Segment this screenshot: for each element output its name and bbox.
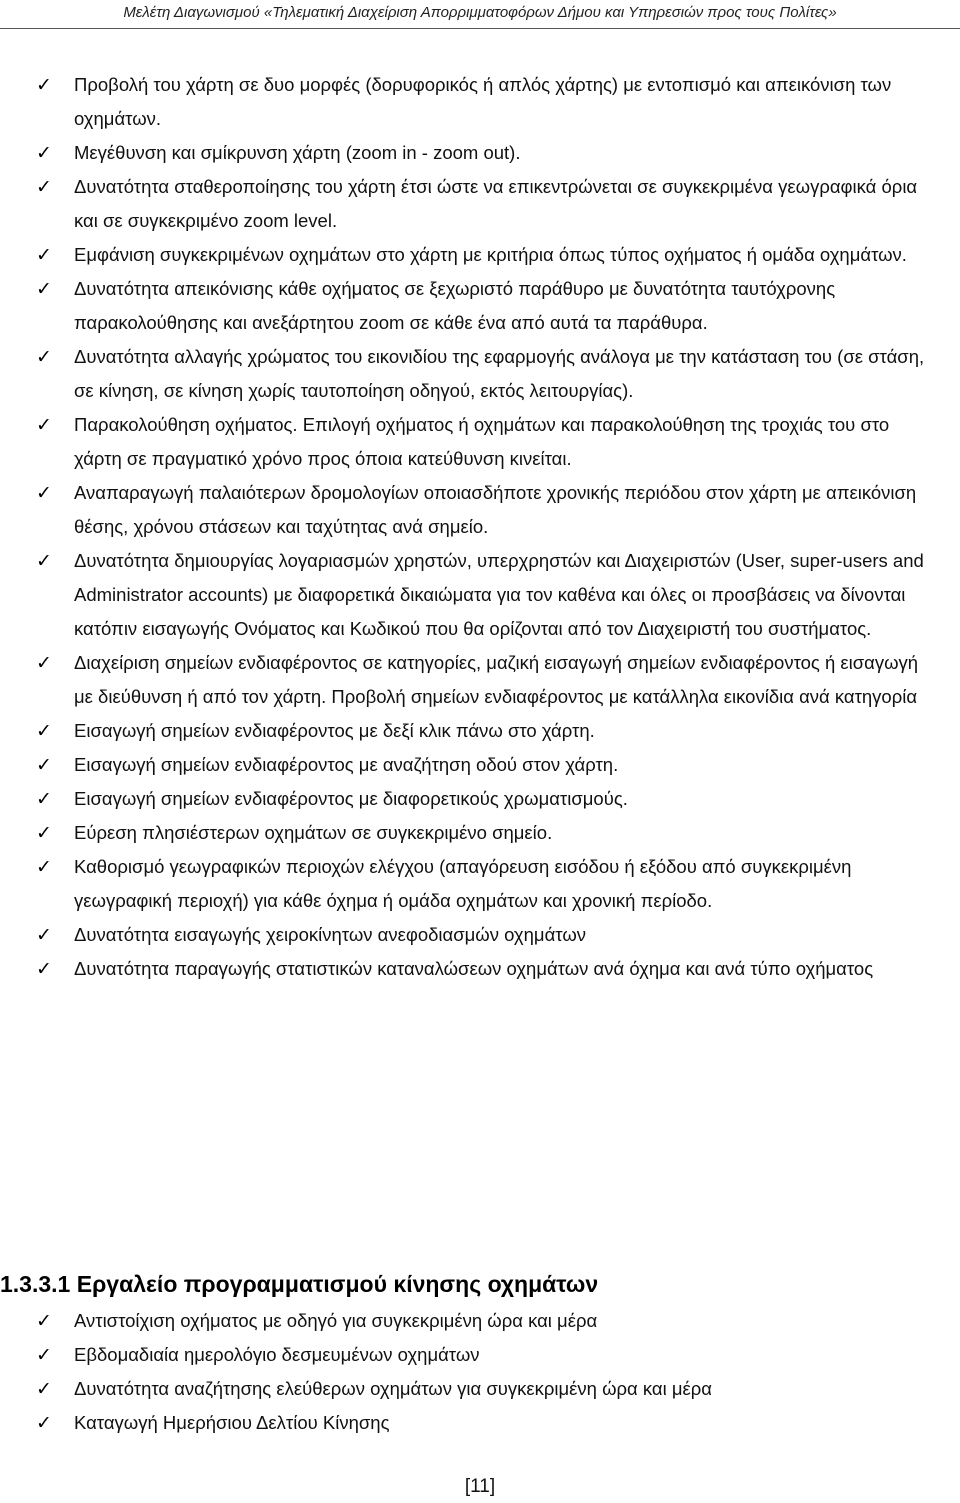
checkmark-icon: ✓	[36, 244, 52, 266]
list-item	[0, 918, 960, 952]
checkmark-icon: ✓	[36, 346, 52, 368]
list-item-text: Διαχείριση σημείων ενδιαφέροντος σε κατηγορίες, μαζική εισαγωγή σημείων ενδιαφέροντος ή εισαγωγή με διεύθυνση ή από τον χάρτη. Προβολή σημείων ενδιαφέροντος με κατάλληλα εικονίδια ανά κατηγορία	[74, 652, 919, 707]
checkmark-icon: ✓	[36, 788, 52, 810]
list-item-text: Εισαγωγή σημείων ενδιαφέροντος με δεξί κλικ πάνω στο χάρτη.	[74, 720, 595, 741]
checkmark-icon: ✓	[36, 74, 52, 96]
checkmark-icon: ✓	[36, 856, 52, 878]
list-item-text: Δυνατότητα σταθεροποίησης του χάρτη έτσι ώστε να επικεντρώνεται σε συγκεκριμένα γεωγραφικά όρια και σε συγκεκριμένο zoom level.	[74, 176, 918, 231]
scheduling-tool-checklist	[0, 1304, 960, 1440]
list-item	[0, 646, 960, 714]
list-item	[0, 136, 960, 170]
checkmark-icon: ✓	[36, 482, 52, 504]
list-item	[0, 170, 960, 238]
list-item	[0, 782, 960, 816]
list-item-text: Δυνατότητα δημιουργίας λογαριασμών χρηστών, υπερχρηστών και Διαχειριστών (User, super-users and Administrator accounts) με διαφορετικά δικαιώματα για τον καθένα και όλες οι προσβάσεις να δίνονται κατόπιν εισαγωγής Ονόματος και Κωδικού που θα ορίζονται από τον Διαχειριστή του συστήματος.	[74, 550, 924, 639]
list-item	[0, 1338, 960, 1372]
checkmark-icon: ✓	[36, 142, 52, 164]
page-number: [11]	[464, 1476, 496, 1497]
list-item	[0, 816, 960, 850]
list-item-text: Εύρεση πλησιέστερων οχημάτων σε συγκεκριμένο σημείο.	[74, 822, 553, 843]
list-item-text: Δυνατότητα εισαγωγής χειροκίνητων ανεφοδιασμών οχημάτων	[74, 924, 587, 945]
list-item	[0, 544, 960, 646]
checkmark-icon: ✓	[36, 754, 52, 776]
list-item-text: Εισαγωγή σημείων ενδιαφέροντος με αναζήτηση οδού στον χάρτη.	[74, 754, 619, 775]
checkmark-icon: ✓	[36, 652, 52, 674]
list-item	[0, 1372, 960, 1406]
list-item	[0, 340, 960, 408]
checkmark-icon: ✓	[36, 1344, 52, 1366]
checkmark-icon: ✓	[36, 1310, 52, 1332]
list-item-text: Καταγωγή Ημερήσιου Δελτίου Κίνησης	[74, 1412, 390, 1433]
checkmark-icon: ✓	[36, 1412, 52, 1434]
list-item-text: Παρακολούθηση οχήματος. Επιλογή οχήματος ή οχημάτων και παρακολούθηση της τροχιάς του στο χάρτη σε πραγματικό χρόνο προς όποια κατεύθυνση κινείται.	[74, 414, 890, 469]
list-item	[0, 408, 960, 476]
checkmark-icon: ✓	[36, 720, 52, 742]
list-item	[0, 272, 960, 340]
checkmark-icon: ✓	[36, 176, 52, 198]
list-item-text: Προβολή του χάρτη σε δυο μορφές (δορυφορικός ή απλός χάρτης) με εντοπισμό και απεικόνιση των οχημάτων.	[74, 74, 892, 129]
list-item-text: Δυνατότητα αναζήτησης ελεύθερων οχημάτων για συγκεκριμένη ώρα και μέρα	[74, 1378, 712, 1399]
checkmark-icon: ✓	[36, 958, 52, 980]
list-item-text: Δυνατότητα αλλαγής χρώματος του εικονιδίου της εφαρμογής ανάλογα με την κατάσταση του (σε στάση, σε κίνηση, σε κίνηση χωρίς ταυτοποίηση οδηγού, εκτός λειτουργίας).	[74, 346, 925, 401]
features-checklist	[0, 68, 960, 986]
list-item	[0, 1304, 960, 1338]
list-item-text: Εμφάνιση συγκεκριμένων οχημάτων στο χάρτη με κριτήρια όπως τύπος οχήματος ή ομάδα οχημάτων.	[74, 244, 907, 265]
list-item-text: Καθορισμό γεωγραφικών περιοχών ελέγχου (απαγόρευση εισόδου ή εξόδου από συγκεκριμένη γεωγραφική περιοχή) για κάθε όχημα ή ομάδα οχημάτων και χρονική περίοδο.	[74, 856, 852, 911]
list-item-text: Αναπαραγωγή παλαιότερων δρομολογίων οποιασδήποτε χρονικής περιόδου στον χάρτη με απεικόνιση θέσης, χρόνου στάσεων και ταχύτητας ανά σημείο.	[74, 482, 917, 537]
checkmark-icon: ✓	[36, 924, 52, 946]
list-item	[0, 748, 960, 782]
list-item-text: Μεγέθυνση και σμίκρυνση χάρτη (zoom in - zoom out).	[74, 142, 521, 163]
list-item	[0, 952, 960, 986]
checkmark-icon: ✓	[36, 414, 52, 436]
list-item-text: Δυνατότητα απεικόνισης κάθε οχήματος σε ξεχωριστό παράθυρο με δυνατότητα ταυτόχρονης παρακολούθησης και ανεξάρτητου zoom σε κάθε ένα από αυτά τα παράθυρα.	[74, 278, 836, 333]
list-item	[0, 476, 960, 544]
list-item-text: Εβδομαδιαία ημερολόγιο δεσμευμένων οχημάτων	[74, 1344, 480, 1365]
list-item-text: Εισαγωγή σημείων ενδιαφέροντος με διαφορετικούς χρωματισμούς.	[74, 788, 628, 809]
checkmark-icon: ✓	[36, 1378, 52, 1400]
running-header: Μελέτη Διαγωνισμού «Τηλεματική Διαχείριση Απορριμματοφόρων Δήμου και Υπηρεσιών προς τους Πολίτες»	[123, 4, 837, 21]
checkmark-icon: ✓	[36, 550, 52, 572]
list-item	[0, 1406, 960, 1440]
list-item-text: Αντιστοίχιση οχήματος με οδηγό για συγκεκριμένη ώρα και μέρα	[74, 1310, 598, 1331]
section-heading: 1.3.3.1 Εργαλείο προγραμματισμού κίνησης οχημάτων	[0, 1271, 599, 1297]
list-item	[0, 714, 960, 748]
list-item	[0, 850, 960, 918]
list-item	[0, 68, 960, 136]
checkmark-icon: ✓	[36, 822, 52, 844]
list-item	[0, 238, 960, 272]
header-divider	[0, 28, 960, 29]
checkmark-icon: ✓	[36, 278, 52, 300]
list-item-text: Δυνατότητα παραγωγής στατιστικών καταναλώσεων οχημάτων ανά όχημα και ανά τύπο οχήματος	[74, 958, 874, 979]
